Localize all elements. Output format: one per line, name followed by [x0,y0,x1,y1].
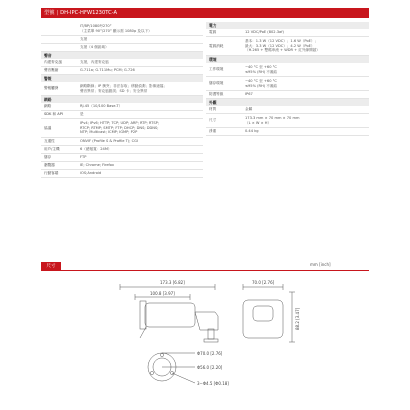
model-label: 型號 [44,10,55,16]
spec-value-line: 是 [80,112,84,117]
spec-row [206,91,369,99]
dimensions-title: 尺寸 [41,262,61,271]
dim-base-inner: Φ56.0 [2.20] [197,365,223,370]
power-group [206,29,369,56]
section-audio: 聲音 [41,52,203,59]
spec-key: 用戶/主機 [44,147,60,152]
spec-value-line: （主菜單 90°/270° 顯示需 1080p 及以下） [80,28,152,33]
environment-group [206,63,369,99]
spec-value-line: 聲音異常；麥克風錯誤；SD 卡；安全異常 [80,88,148,93]
spec-value [74,59,203,66]
spec-row [41,111,203,119]
spec-row [206,37,369,56]
spec-value-line: −40 °C 至 +60 °C [245,64,277,69]
spec-key: 協議 [44,125,52,130]
spec-row [206,63,369,77]
spec-key: 材質 [209,107,217,112]
model-number: DH-IPC-HFW1230TC-A [60,10,118,16]
dim-height: 88.2 [3.47] [295,307,300,330]
spec-value-line: 最大：3.3 W（12 VDC）；4.2 W（PoE） [245,43,315,48]
spec-key: 儲存環境 [209,81,224,86]
spec-row [41,138,203,146]
section-network: 網路 [41,96,203,103]
spec-value [74,154,203,161]
spec-value-line: G.711a; G.711Mu; PCM; G.726 [80,68,135,73]
spec-value [239,29,369,36]
spec-value [74,103,203,110]
left-spec-table [41,22,203,178]
spec-value-line: ≤95% (RH) 不凝結 [245,83,278,88]
spec-key: 網路 [44,104,52,109]
dim-width: 70.0 [2.76] [252,280,275,285]
spec-value [239,37,369,55]
spec-row [41,82,203,96]
spec-value [74,170,203,177]
spec-key: 工作環境 [209,67,224,72]
spec-value-line: iOS;Android [80,171,102,176]
camera-front-view [243,284,295,342]
spec-value [74,36,203,43]
dim-screw-holes: 3−Φ4.5 [Φ0.18] [197,381,229,386]
spec-key: 電源消耗 [209,43,224,48]
spec-value [74,111,203,118]
spec-key: 內建麥克風 [44,60,62,65]
spec-row [41,162,203,170]
section-power: 電力 [206,22,369,29]
spec-row [206,128,369,136]
spec-key [41,44,74,51]
spec-key: 儲存 [44,155,52,160]
spec-value-line: 6（總頻寬：24M） [80,147,112,152]
spec-value-line: 支援 [80,37,88,42]
spec-value-line: ≤95% (RH) 不凝結 [245,69,278,74]
spec-key: 尺寸 [209,118,217,123]
spec-row [41,170,203,178]
spec-value-line: 金屬 [245,107,253,112]
spec-value-line: RTCP; RTMP; SMTP; FTP; DHCP; DNS; DDNS; [80,125,159,130]
spec-row [41,67,203,75]
audio-group [41,59,203,75]
spec-row [206,29,369,37]
spec-key: 警報觸發 [44,86,59,91]
spec-key: 電源 [209,30,217,35]
spec-row [206,114,369,128]
spec-key: 聲音壓縮 [44,68,59,73]
spec-value-line: RJ-45（10/100 Base-T） [80,104,123,109]
spec-value-line: 支援，內建麥克風 [80,60,109,65]
model-header: 型號 | DH-IPC-HFW1230TC-A [41,8,369,18]
section-alarm: 警報 [41,75,203,82]
spec-value-line: −40 °C 至 +60 °C [245,78,277,83]
spec-value [74,138,203,145]
alarm-group [41,82,203,96]
spec-value [74,119,203,137]
spec-key: 互通性 [44,139,55,144]
spec-key [41,22,74,35]
spec-value [239,77,369,90]
spec-value-line: （L × W × H） [245,120,272,125]
spec-value-line: FTP [80,155,87,160]
spec-value-line: NTP; Multicast; ICMP; IGMP; P2P [80,130,138,135]
structure-group [206,106,369,136]
spec-value-line: 173.3 mm × 70 mm × 70 mm [245,115,300,120]
spec-key: 瀏覽器 [44,163,55,168]
spec-row [41,103,203,111]
network-group [41,103,203,178]
spec-value-line: （H.265 + 雙碼串流 + WDR + 紅外線開啟） [245,48,320,53]
spec-row [41,44,203,52]
spec-value [239,114,369,127]
spec-value-line: ONVIF (Profile S & Profile T); CGI [80,139,138,144]
spec-value-line: IP67 [245,92,253,97]
spec-value-line: 0.44 kg [245,129,259,134]
section-environment: 環境 [206,56,369,63]
dim-base-outer: Φ70.0 [2.76] [197,351,223,356]
spec-key [41,36,74,43]
spec-row [206,77,369,91]
spec-row [41,119,203,138]
spec-value-line: 基本：1.3 W（12 VDC）；1.6 W（PoE）； [245,39,319,44]
spec-value-line: 支援（4 個區域） [80,45,109,50]
spec-row [41,22,203,36]
spec-value-line: IPv4; IPv6; HTTP; TCP; UDP; ARP; RTP; RTSP; [80,121,159,126]
left-top-group [41,22,203,52]
spec-value-line: 12 VDC/PoE (802.3af) [245,30,284,35]
spec-value [239,63,369,76]
spec-row [206,106,369,114]
spec-value-line: IT/BP/1080P/270° [80,23,112,28]
spec-value [239,91,369,98]
spec-key: 防護等級 [209,92,224,97]
spec-value [74,82,203,95]
spec-row [41,36,203,44]
spec-key: 行動客端 [44,171,59,176]
spec-value [239,128,369,135]
spec-value [74,67,203,74]
spec-value [74,22,203,35]
spec-value-line: IE; Chrome; Firefox [80,163,115,168]
right-spec-table [206,22,369,136]
spec-row [41,59,203,67]
spec-value [74,146,203,153]
section-structure: 外觀 [206,99,369,106]
dimensions-unit: mm [inch] [310,262,331,267]
spec-row [41,154,203,162]
dim-body-length: 100.8 [3.97] [150,291,175,296]
spec-value-line: 網路斷線；IP 衝突；非法存取；移動偵測；影像遮擋； [80,83,168,88]
dimension-drawings [0,270,410,410]
spec-row [41,146,203,154]
camera-base-view [148,353,195,383]
spec-key: SDK 和 API [44,112,63,117]
spec-value [239,106,369,113]
spec-value [74,162,203,169]
dim-length: 173.3 [6.82] [160,280,185,285]
spec-key: 淨重 [209,129,217,134]
spec-value [74,44,203,51]
